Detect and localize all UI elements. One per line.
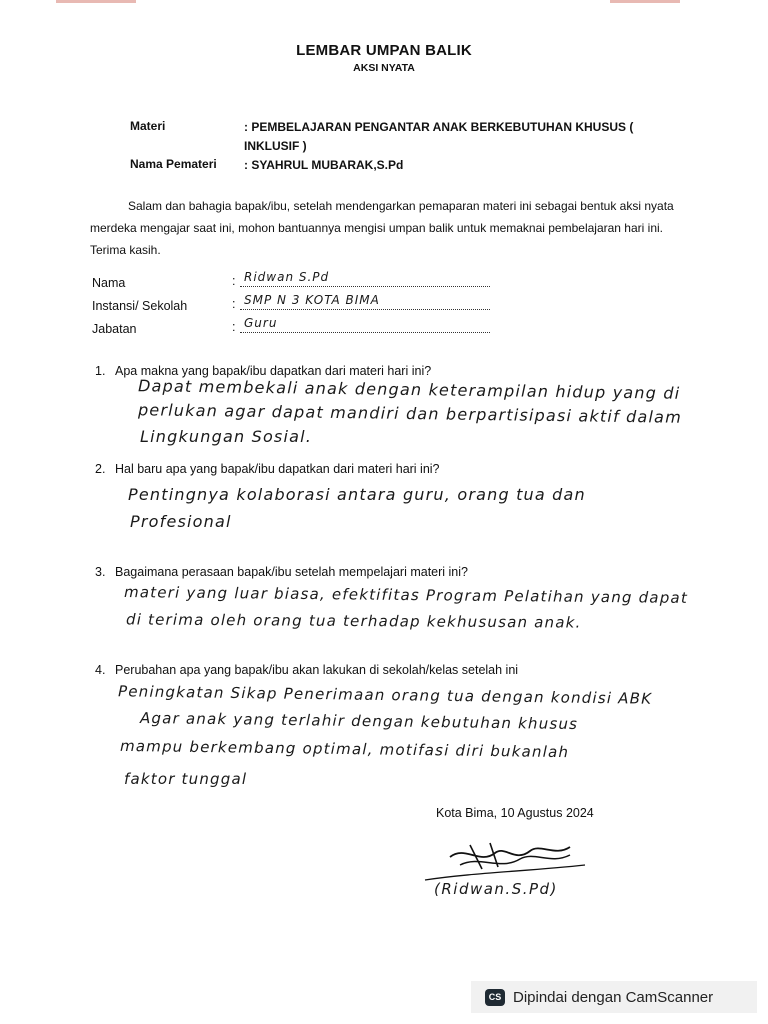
question-text: Perubahan apa yang bapak/ibu akan lakukan di sekolah/kelas setelah ini (115, 663, 519, 677)
signature-scribble (420, 835, 595, 910)
intro-text: Salam dan bahagia bapak/ibu, setelah mendengarkan pemaparan materi ini sebagai bentuk aksi nyata merdeka mengajar saat ini, mohon bantuannya mengisi umpan balik untuk memaknai pembelajaran hari ini. Terima kasih. (90, 199, 674, 257)
place-date: Kota Bima, 10 Agustus 2024 (436, 806, 594, 820)
jabatan-label: Jabatan (92, 322, 137, 336)
answer-1-line-3: Lingkungan Sosial. (140, 427, 313, 446)
question-4 (95, 663, 518, 677)
intro-paragraph (90, 195, 680, 261)
jabatan-dotted-line (240, 318, 490, 333)
pemateri-value: : SYAHRUL MUBARAK,S.Pd (244, 158, 404, 172)
scan-edge-mark (56, 0, 136, 3)
nama-handwritten-value: Ridwan S.Pd (244, 270, 330, 284)
field-colon: : (232, 274, 236, 288)
camscanner-text: Dipindai dengan CamScanner (513, 988, 714, 1006)
question-number: 3. (95, 565, 106, 579)
question-3 (95, 565, 468, 579)
pemateri-label: Nama Pemateri (130, 157, 217, 171)
nama-label: Nama (92, 276, 126, 290)
camscanner-watermark (471, 981, 757, 1013)
answer-4-line-4: faktor tunggal (124, 770, 248, 788)
answer-3-line-1: materi yang luar biasa, efektifitas Program Pelatihan yang dapat (123, 583, 689, 607)
answer-2-line-2: Profesional (130, 512, 232, 531)
instansi-handwritten-value: SMP N 3 KOTA BIMA (244, 293, 380, 307)
page-subtitle: AKSI NYATA (353, 62, 415, 74)
question-text: Apa makna yang bapak/ibu dapatkan dari materi hari ini? (115, 364, 432, 378)
field-colon: : (232, 297, 236, 311)
signer-name: (Ridwan.S.Pd) (434, 880, 558, 898)
materi-value: : PEMBELAJARAN PENGANTAR ANAK BERKEBUTUHAN KHUSUS ( INKLUSIF ) (244, 120, 634, 153)
answer-4-line-2: Agar anak yang terlahir dengan kebutuhan khusus (139, 708, 579, 734)
question-text: Bagaimana perasaan bapak/ibu setelah mempelajari materi ini? (115, 565, 468, 579)
answer-4-line-1: Peningkatan Sikap Penerimaan orang tua dengan kondisi ABK (117, 682, 653, 708)
jabatan-handwritten-value: Guru (244, 316, 278, 330)
answer-3-line-2: di terima oleh orang tua terhadap kekhususan anak. (125, 610, 582, 632)
question-number: 2. (95, 462, 106, 476)
answer-2-line-1: Pentingnya kolaborasi antara guru, orang tua dan (128, 485, 586, 504)
field-colon: : (232, 320, 236, 334)
answer-4-line-3: mampu berkembang optimal, motifasi diri bukanlah (119, 736, 570, 762)
question-text: Hal baru apa yang bapak/ibu dapatkan dari materi hari ini? (115, 462, 440, 476)
camscanner-logo-icon: CS (485, 989, 505, 1006)
answer-1-line-1: Dapat membekali anak dengan keterampilan hidup yang di (137, 376, 681, 403)
page-title: LEMBAR UMPAN BALIK (296, 42, 472, 59)
answer-1-line-2: perlukan agar dapat mandiri dan berpartisipasi aktif dalam (137, 400, 683, 427)
instansi-label: Instansi/ Sekolah (92, 299, 188, 313)
question-number: 4. (95, 663, 106, 677)
scan-edge-mark (610, 0, 680, 3)
question-2 (95, 462, 440, 476)
question-number: 1. (95, 364, 106, 378)
materi-label: Materi (130, 119, 166, 133)
